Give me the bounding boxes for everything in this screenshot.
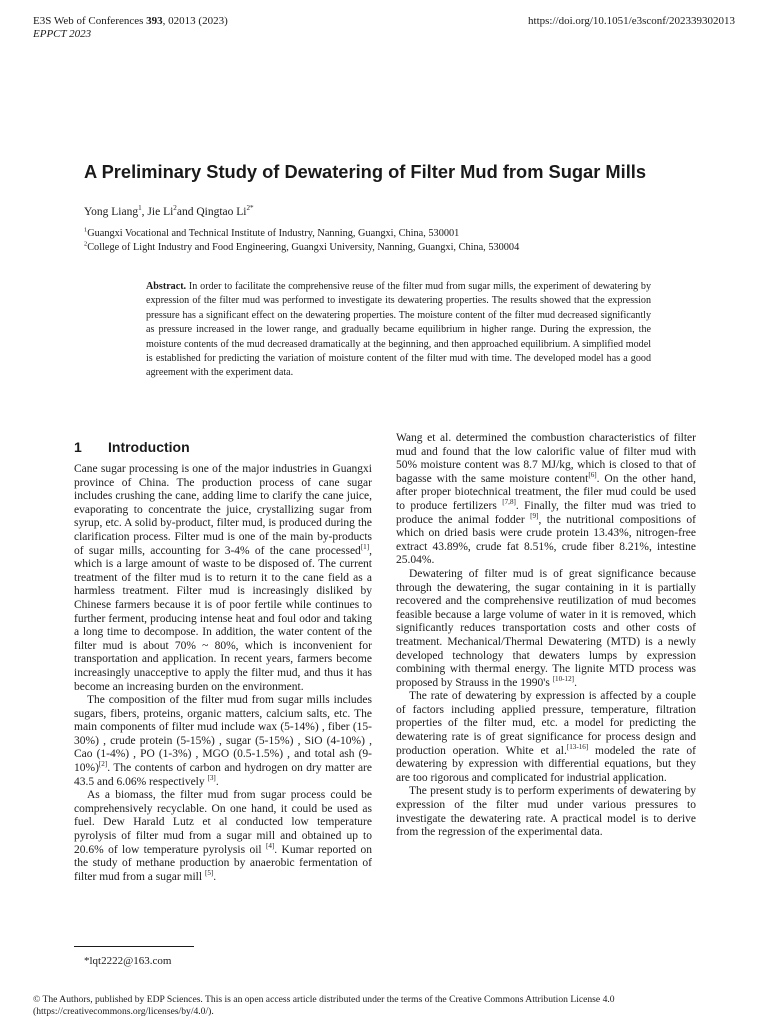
body-text: , which is a large amount of waste to be disposed of. The current treatment of the filter mud is to return it to the cane field as a harmless treatment. Filter mud is increasingly disliked by Chinese farmers because it is of poor fertile while continues to further ferment, producing intense heat and foul odor and taking a long time to decompose. In addition, the water content of the filter mud is about 70% ~ 80%, which is inconvenient for transportation and application. In recent years, farmers become increasingly unacceptive to apply the filter mud, and thus it has become an increasing burden on the environment. (74, 544, 372, 693)
body-text: . (215, 775, 219, 788)
abstract-text: In order to facilitate the comprehensive reuse of the filter mud from sugar mills, the experiment of dewatering by expression of the filter mud was performed to investigate its dewatering properties. The results showed that the expression pressure has a significant effect on the dewatering properties. The moisture content of the filter mud decreased significantly as pressure increased in the lower range, and gradually became equilibrium in higher range. During the expression, the moisture contents of the mud decreased dramatically at the beginning, and then approached equilibrium. A simplified model is established for predicting the variation of moisture content of the filter mud with time. The developed model has a good agreement with the experiment data. (146, 281, 651, 379)
journal-citation (33, 15, 228, 28)
body-text: The rate of dewatering by expression is affected by a couple of factors including applied pressure, temperature, filtration properties of the filter mud, etc. a model for predicting the dewatering rate is of great significance for process design and production operation. White et al. (396, 690, 696, 757)
body-text: Dewatering of filter mud is of great significance because through the dewatering, the sugar containing in it is partially recovered and the comprehensive reutilization of mud becomes feasible because a large volume of water in it is removed, which significantly reduces transportation costs and other costs of treatment. Mechanical/Thermal Dewatering (MTD) is a newly developed technology that dewaters lumps by expression combining with thermal energy. The lignite MTD process was proposed by Strauss in the 1990's (396, 567, 696, 689)
right-column (396, 432, 696, 840)
author-affiliation-mark: 2* (246, 204, 254, 213)
abstract (146, 280, 651, 381)
body-paragraph (74, 694, 372, 789)
footnote-divider (74, 946, 194, 947)
citation: [9] (530, 511, 539, 520)
body-paragraph (396, 568, 696, 690)
journal-volume: 393 (146, 15, 163, 27)
body-text: , the nutritional compositions of which on dried basis were crude protein 13.43%, nitrogen-free extract 43.89%, crude fat 8.51%, crude fiber 8.21%, intestine 25.04%. (396, 513, 696, 567)
body-text: Cane sugar processing is one of the major industries in Guangxi province of China. The production process of cane sugar includes crushing the cane, adding lime to clarify the cane juice, evaporating to concentrate the juice, crystallizing sugar from syrup, etc. A solid by-product, filter mud, is produced during the clarification process. Filter mud is one of the main by-products of sugar mills, accounting for 3-4% of the cane processed (74, 463, 372, 557)
affiliation-text: College of Light Industry and Food Engineering, Guangxi University, Nanning, Guangxi, China, 530004 (87, 242, 520, 253)
section-number: 1 (74, 439, 82, 455)
journal-name: E3S Web of Conferences (33, 15, 147, 27)
citation: [3] (207, 773, 216, 782)
running-header-left (33, 15, 228, 41)
body-text: . (574, 676, 577, 689)
corresponding-author-email[interactable]: *lqt2222@163.com (84, 955, 172, 967)
license-notice: © The Authors, published by EDP Sciences. This is an open access article distributed under the terms of the Creative Commons Attribution License 4.0 (https://creativecommons.org/licenses/by/4.0/). (33, 994, 615, 1017)
paper-title: A Preliminary Study of Dewatering of Filter Mud from Sugar Mills (84, 161, 647, 182)
citation: [7,8] (502, 498, 516, 507)
article-number: , 02013 (2023) (162, 15, 228, 27)
conference-name: EPPCT 2023 (33, 28, 92, 40)
section-title: Introduction (108, 439, 190, 455)
citation: [4] (265, 841, 275, 850)
citation: [10-12] (552, 674, 575, 683)
author-affiliation-mark: 2 (173, 204, 177, 213)
body-text: modeled the rate of dewatering by expression with differential equations, but they are too rigorous and complicated for industrial application. (396, 744, 696, 784)
citation: [13-16] (566, 742, 589, 751)
body-paragraph (74, 789, 372, 884)
citation: [2] (98, 760, 108, 769)
body-text: . On the other hand, after proper biotechnical treatment, the filer mud could be used to produce fertilizers (396, 472, 697, 512)
body-text: As a biomass, the filter mud from sugar process could be comprehensively recyclable. On one hand, it could be used as fuel. Dew Harald Lutz et al conducted low temperature pyrolysis of filter mud from a sugar mill and obtained up to 20.6% of low temperature pyrolysis oil (74, 789, 372, 856)
citation: [1] (360, 542, 370, 551)
affiliation-1 (84, 227, 459, 240)
affiliation-text: Guangxi Vocational and Technical Institute of Industry, Nanning, Guangxi, China, 530001 (87, 228, 460, 239)
body-text: The composition of the filter mud from sugar mills includes sugars, fibers, proteins, organic matters, calcium salts, etc. The main components of filter mud include wax (5-14%) , fiber (15-30%) , crude protein (5-15%) , sugar (5-15%) , SiO (4-10%) , Cao (1-4%) , PO (1-3%) , MGO (0.5-1.5%) , and total ash (9-10%) (74, 694, 372, 775)
body-text: . (213, 870, 217, 883)
body-text: . Finally, the filter mud was tried to produce the animal fodder (396, 499, 696, 526)
doi-link[interactable]: https://doi.org/10.1051/e3sconf/202339302013 (528, 15, 735, 27)
abstract-label: Abstract. (146, 281, 187, 292)
author-name: Yong Liang (84, 206, 139, 218)
left-column (74, 463, 372, 884)
affiliation-mark: 1 (84, 226, 88, 234)
body-paragraph (396, 690, 696, 785)
author-list (84, 205, 254, 219)
body-paragraph: The present study is to perform experiments of dewatering by expression of the filter mud under various pressures to investigate the dewatering rate. A practical model is to derive from the regression of the experimental data. (396, 785, 696, 839)
body-text: Wang et al. determined the combustion characteristics of filter mud and found that the low calorific value of filter mud with 50% moisture content was 8.7 MJ/kg, which is closed to that of bagasse with the same moisture content (396, 432, 696, 485)
citation: [5] (204, 868, 214, 877)
author-name: and Qingtao Li (176, 206, 247, 218)
body-text: . Kumar reported on the study of methane production by anaerobic fermentation of filter mud from a sugar mill (74, 843, 373, 883)
affiliation-mark: 2 (84, 240, 88, 248)
affiliation-2 (84, 241, 519, 254)
body-paragraph (74, 463, 372, 694)
body-paragraph (396, 432, 696, 568)
body-text: . The contents of carbon and hydrogen on dry matter are 43.5 and 6.06% respectively (74, 762, 372, 788)
section-heading (74, 439, 190, 455)
author-name: , Jie Li (141, 206, 174, 218)
citation: [6] (588, 470, 597, 479)
author-affiliation-mark: 1 (138, 204, 142, 213)
